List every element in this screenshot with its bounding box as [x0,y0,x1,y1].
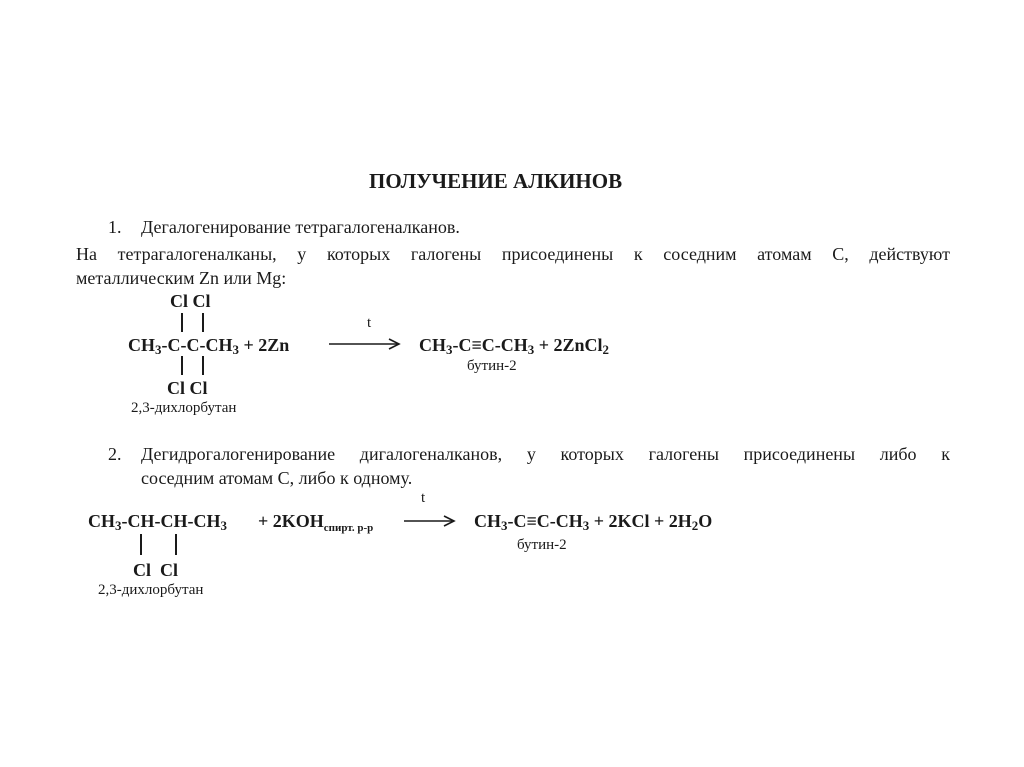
bond-line [202,313,204,332]
bond-line [181,313,183,332]
reaction1-top-substituents: Cl Cl [170,291,211,311]
reaction2-reagent: + $2KOH_{спирт. р-р}$ [258,511,374,534]
page-title: ПОЛУЧЕНИЕ АЛКИНОВ [369,169,623,193]
reaction1-product-name: бутин-2 [467,358,517,374]
reaction2-reactant: $CH_3-CH-CH-CH_3$ [88,511,227,534]
bond-line [175,534,177,555]
section1-heading: Дегалогенирование тетрагалогеналканов. [141,217,460,237]
reaction1-bottom-substituents: Cl Cl [167,378,208,398]
bond-line [202,356,204,375]
section2-number: 2. [108,444,122,464]
reaction2-product: $CH_3-C\equiv C-CH_3 + 2KCl + 2H_2O$ [474,511,713,534]
reaction2-condition: t [421,490,426,506]
reaction1-reactant-name: 2,3-дихлорбутан [131,400,237,416]
reaction2-reactant-name: 2,3-дихлорбутан [98,582,204,598]
reaction1-product: $CH_3-C\equiv C-CH_3$ + 2ZnCl$_2$ [419,335,609,358]
reaction1-condition: t [367,315,372,331]
section2-text-line1: Дегидрогалогенирование дигалогеналканов, у которых галогены присоединены либо к [141,444,950,464]
reaction2-product-name: бутин-2 [517,537,567,553]
bond-line [140,534,142,555]
reaction1-arrow-icon [329,338,401,350]
reaction1-reactant: $CH_3-C-C-CH_3 + 2Zn$ [128,335,290,358]
section1-number: 1. [108,217,122,237]
section2-text-line2: соседним атомам С, либо к одному. [141,468,413,488]
bond-line [181,356,183,375]
reaction2-bottom-substituents: Cl Cl [133,560,178,580]
section1-text-line1: На тетрагалогеналканы, у которых галогены присоединены к соседним атомам С, действуют [76,244,950,264]
section1-text-line2: металлическим Zn или Mg: [76,268,287,288]
reaction2-arrow-icon [404,515,456,527]
